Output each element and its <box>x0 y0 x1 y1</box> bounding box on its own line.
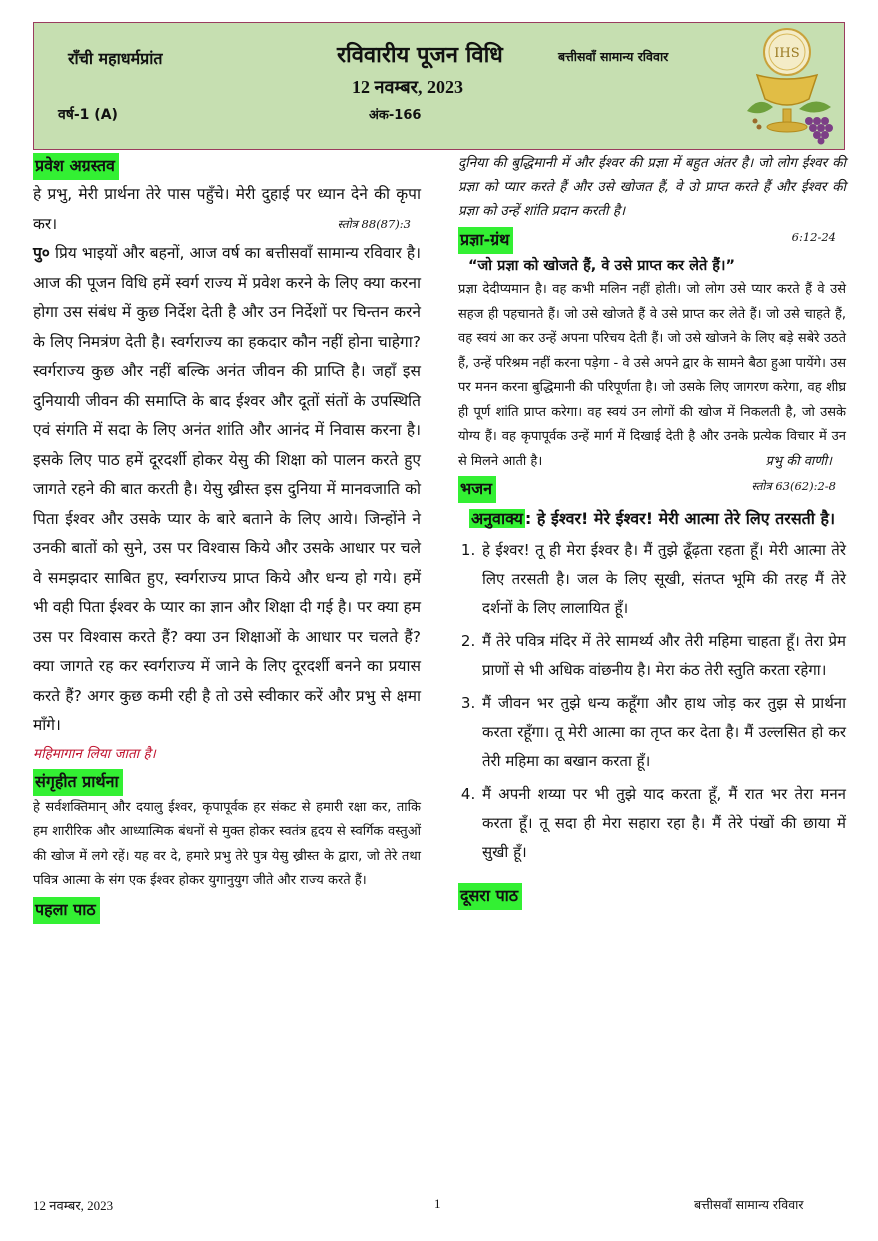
volume-label: वर्ष-1 (A) <box>58 107 118 123</box>
reading-closing: प्रभु की वाणी। <box>765 453 832 469</box>
first-reading-intro: दुनिया की बुद्धिमानी में और ईश्वर की प्रज्ञा में बहुत अंतर है। जो लोग ईश्वर की प्रज्ञा को प्यार करते हैं और उसे खोजत हैं, वे उो प्राप्त करते हैं और ईश्वर की प्रज्ञा को उन्हें शांति प्रदान करती है। <box>458 155 846 219</box>
diocese-name: राँची महाधर्मप्रांत <box>68 49 163 68</box>
psalm-heading: भजन <box>458 476 496 503</box>
response-text: : हे ईश्वर! मेरे ईश्वर! मेरी आत्मा तेरे लिए तरसती है। <box>524 509 836 528</box>
reading-book-heading: प्रज्ञा-ग्रंथ <box>458 227 513 254</box>
left-column <box>33 153 421 924</box>
psalm-verses <box>458 536 846 867</box>
entrance-antiphon-heading: प्रवेश अग्रस्तव <box>33 153 119 180</box>
right-column <box>458 151 846 910</box>
collect-heading: संगृहीत प्रार्थना <box>33 769 123 796</box>
reading-body: प्रज्ञा देदीप्यमान है। वह कभी मलिन नहीं होती। जो लोग उसे प्यार करते हैं वे उसे सहज ही पहचानते हैं। जो उसे खोजते हैं वे उसे प्राप्त कर लेते हैं। जो उसे चाहते हैं, वह स्वयं आ कर उन्हें अपना परिचय देती हैं। जो उसे खोजने के लिए बड़े सबेरे उठते हैं, उन्हें परिश्रम नहीं करना पड़ेगा - वे उसे अपने द्वार के सामने बैठा हुआ पायेंगे। उस पर मनन करना बुद्धिमानी की परिपूर्णता है। जो उसके लिए जागरण करेगा, वह शीघ्र ही पूर्ण शांति प्राप्त करेगा। वह स्वयं उन लोगों की खोज में निकलती है, जो उसके योग्य हैं। वह कृपापूर्वक उन्हें मार्ग में दिखाई देती है और उनके प्रत्येक विचार में उन से मिलने आती है। <box>458 282 846 469</box>
second-reading-heading: दूसरा पाठ <box>458 883 522 910</box>
page-number: 1 <box>434 1196 441 1211</box>
entrance-antiphon-text: हे प्रभु, मेरी प्रार्थना तेरे पास पहुँचे। मेरी दुहाई पर ध्यान देने की कृपा कर। <box>33 185 421 233</box>
response-label: अनुवाक्य <box>470 509 523 528</box>
page-header <box>33 22 845 150</box>
sunday-name: बत्तीसवाँ सामान्य रविवार <box>558 49 669 64</box>
psalm-verse: 2. मैं तेरे पवित्र मंदिर में तेरे सामर्थ्य और तेरी महिमा चाहता हूँ। तेरा प्रेम प्राणों से भी अधिक वांछनीय है। मेरा कंठ तेरी स्तुति करता रहेगा। <box>480 627 846 685</box>
first-reading-heading: पहला पाठ <box>33 897 100 924</box>
reading-text <box>458 278 846 474</box>
ihs-monogram: IHS <box>774 46 800 61</box>
header-date: 12 नवम्बर, 2023 <box>352 77 463 97</box>
entrance-antiphon-ref: स्तोत्र 88(87):3 <box>337 216 411 231</box>
introduction-text: प्रिय भाइयों और बहनों, आज वर्ष का बत्तीसवाँ सामान्य रविवार है। आज की पूजन विधि हमें स्वर्ग राज्य में प्रवेश करने के लिए क्या करना होगा उस संबंध में कुछ निर्देश देती है और उन निर्देशों पर चिन्तन करने के लिए निमत्रंण देती है। स्वर्गराज्य का हकदार कौन नहीं होना चाहेगा? स्वर्गराज्य कुछ और नहीं बल्कि अनंत जीवन की प्राप्ति है। जहाँ इस दुनियायी जीवन की समाप्ति के बाद ईश्वर और दूतों संतों के उपस्थिति एवं संगति में सदा के लिए अनंत शांति और आनंद में निवास करना है। इसके लिए पाठ हमें दूरदर्शी होकर येसु की शिक्षा को पालन करते हुए जागते रहने की बात करती है। येसु ख्रीस्त इस दुनिया में मानवजाति को पिता ईश्वर और उसके प्यार के बारे बताने के लिए आये। जिन्होंने ने उनकी बातों को सुने, उस पर विश्वास किये और उसके आधार पर चले वे समझदार साबित हुए, स्वर्गराज्य प्राप्त किये और धन्य हो गये। हमें भी वही पिता ईश्वर के प्यार का ज्ञान और शिक्षा दी गई है। पर क्या हम उस पर विश्वास करते हैं? क्या उन शिक्षाओं के आधार पर चलते हैं? क्या जागते रह कर स्वर्गराज्य में जाने के लिए दूरदर्शी बनने का प्रयास करते हैं? अगर कुछ कमी रही है तो उसे स्वीकार करें और प्रभु से क्षमा माँगे। <box>33 244 421 734</box>
reading-quote: “जो प्रज्ञा को खोजते हैं, वे उसे प्राप्त कर लेते हैं।” <box>468 258 735 274</box>
entrance-antiphon <box>33 180 421 239</box>
psalm-verse: 1. हे ईश्वर! तू ही मेरा ईश्वर है। मैं तुझे ढूँढ़ता रहता हूँ। मेरी आत्मा तेरे लिए तरसती है। जल के लिए सूखी, संतप्त भूमि की तरह मैं तेरे दर्शनों के लिए लालायित हूँ। <box>480 536 846 623</box>
introduction <box>33 239 421 741</box>
reading-ref: 6:12-24 <box>791 230 836 244</box>
chalice-host-icon <box>739 25 839 147</box>
page-title: रविवारीय पूजन विधि <box>337 43 503 68</box>
collect-text: हे सर्वशक्तिमान् और दयालु ईश्वर, कृपापूर्वक हर संकट से हमारी रक्षा कर, ताकि हम शारीरिक और आध्यात्मिक बंधनों से मुक्त होकर स्वतंत्र हृदय से स्वर्गिक वस्तुओं की खोज में लगे रहें। यह वर दे, हमारे प्रभु तेरे पुत्र येसु ख्रीस्त के द्वारा, जो तेरे तथा पवित्र आत्मा के संग एक ईश्वर होकर युगानुयुग जीते और राज्य करते हैं। <box>33 799 421 888</box>
footer-date: 12 नवम्बर, 2023 <box>33 1198 114 1213</box>
psalm-ref: स्तोत्र 63(62):2-8 <box>751 479 836 493</box>
gloria-rubric: महिमागान लिया जाता है। <box>33 745 156 762</box>
footer-sunday: बत्तीसवाँ सामान्य रविवार <box>694 1197 804 1212</box>
issue-number: अंक-166 <box>369 108 422 123</box>
priest-label: पु० <box>33 244 50 262</box>
psalm-response <box>458 505 846 532</box>
psalm-verse: 4. मैं अपनी शय्या पर भी तुझे याद करता हूँ, मैं रात भर तेरा मनन करता हूँ। तू सदा ही मेरा सहारा रहा है। मैं तेरे पंखों की छाया में सुखी हूँ। <box>480 780 846 867</box>
psalm-verse: 3. मैं जीवन भर तुझे धन्य कहूँगा और हाथ जोड़ कर तुझ से प्रार्थना करता रहूँगा। तू मेरी आत्मा का तृप्त कर देता है। मैं उल्लसित हो कर तेरी महिमा का बखान करता हूँ। <box>480 689 846 776</box>
